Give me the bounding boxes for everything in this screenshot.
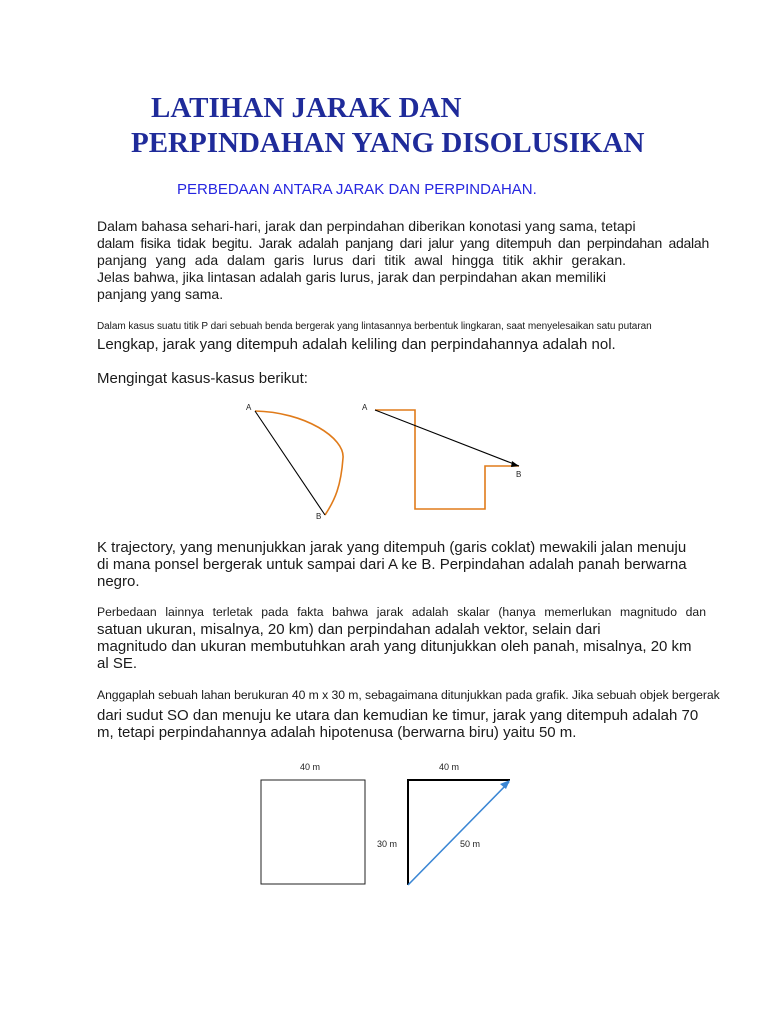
point-a-label: A (362, 403, 368, 412)
paragraph-4 (97, 539, 687, 590)
paragraph-1 (97, 218, 709, 303)
paragraph-1-line: Dalam bahasa sehari-hari, jarak dan perpindahan diberikan konotasi yang sama, tetapi (97, 218, 636, 234)
hypotenuse-arrowhead (500, 780, 510, 789)
hypotenuse-label: 50 m (460, 839, 481, 849)
paragraph-4-line: negro. (97, 573, 140, 590)
paragraph-1-line: dalam fisika tidak begitu. Jarak adalah panjang dari jalur yang ditempuh dan perpindahan adalah (97, 235, 709, 251)
point-b-label: B (516, 470, 522, 479)
paragraph-5 (97, 621, 692, 672)
paragraph-5-small: Perbedaan lainnya terletak pada fakta bahwa jarak adalah skalar (hanya memerlukan magnitudo dan (97, 605, 706, 619)
displacement-arrow-left (255, 411, 325, 515)
section-subtitle: PERBEDAAN ANTARA JARAK DAN PERPINDAHAN. (177, 181, 537, 198)
paragraph-6 (97, 707, 698, 741)
trajectory-figure (235, 398, 535, 523)
point-a-label: A (246, 403, 252, 412)
paragraph-6-line: m, tetapi perpindahannya adalah hipotenusa (berwarna biru) yaitu 50 m. (97, 724, 577, 741)
field-square (261, 780, 365, 884)
paragraph-5-line: al SE. (97, 655, 138, 672)
paragraph-1-line: panjang yang sama. (97, 286, 224, 302)
paragraph-3: Mengingat kasus-kasus berikut: (97, 370, 308, 387)
field-figure (250, 755, 530, 895)
curved-trajectory-path (255, 411, 343, 515)
displacement-arrow-right (375, 410, 519, 466)
hypotenuse-vector (408, 782, 509, 885)
triangle-width-label: 40 m (439, 762, 460, 772)
stepped-trajectory-path (375, 410, 522, 509)
arrowhead (511, 461, 519, 467)
paragraph-5-line: satuan ukuran, misalnya, 20 km) dan perpindahan adalah vektor, selain dari (97, 621, 601, 638)
paragraph-1-line: panjang yang ada dalam garis lurus dari titik awal hingga titik akhir gerakan. (97, 252, 626, 268)
paragraph-1-line: Jelas bahwa, jika lintasan adalah garis lurus, jarak dan perpindahan akan memiliki (97, 269, 606, 285)
title-line-2: PERPINDAHAN YANG DISOLUSIKAN (131, 127, 645, 159)
triangle-height-label: 30 m (377, 839, 398, 849)
paragraph-6-line: dari sudut SO dan menuju ke utara dan kemudian ke timur, jarak yang ditempuh adalah 70 (97, 707, 699, 724)
paragraph-4-line: K trajectory, yang menunjukkan jarak yang ditempuh (garis coklat) mewakili jalan menuju (97, 539, 687, 556)
point-b-label: B (316, 512, 322, 521)
paragraph-2-continued: Lengkap, jarak yang ditempuh adalah keliling dan perpindahannya adalah nol. (97, 336, 616, 353)
title-line-1: LATIHAN JARAK DAN (151, 92, 462, 124)
paragraph-6-small: Anggaplah sebuah lahan berukuran 40 m x 30 m, sebagaimana ditunjukkan pada grafik. Jika sebuah objek bergerak (97, 688, 720, 702)
paragraph-2-small: Dalam kasus suatu titik P dari sebuah benda bergerak yang lintasannya berbentuk lingkaran, saat menyelesaikan satu putaran (97, 321, 652, 332)
square-width-label: 40 m (300, 762, 321, 772)
paragraph-4-line: di mana ponsel bergerak untuk sampai dari A ke B. Perpindahan adalah panah berwarna (97, 556, 687, 573)
paragraph-5-line: magnitudo dan ukuran membutuhkan arah yang ditunjukkan oleh panah, misalnya, 20 km (97, 638, 692, 655)
